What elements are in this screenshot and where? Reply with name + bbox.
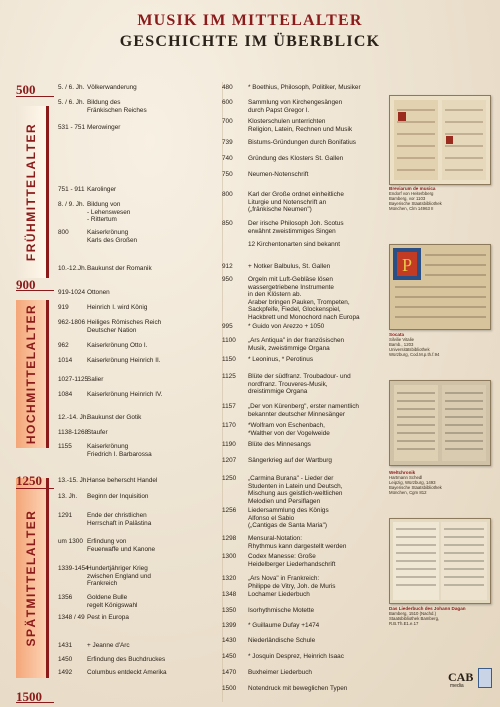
entry-date: 1157 <box>222 403 236 410</box>
entry-text: Salier <box>87 376 104 383</box>
entry-date: 480 <box>222 84 233 91</box>
music-entry <box>222 575 382 590</box>
entry-date: 13. Jh. <box>58 493 78 500</box>
entry-text: Codex Manesse: Große Heidelberger Liederhandschrift <box>248 553 336 568</box>
caption-title: Weltchronik <box>389 470 416 475</box>
entry-date: 1027-1125 <box>58 376 89 383</box>
music-entry <box>222 535 382 550</box>
entry-text: „Der von Kürenberg", erster namentlich bekannter deutscher Minnesänger <box>248 403 359 418</box>
music-entry <box>222 84 382 92</box>
entry-text: Niederländische Schule <box>248 637 316 644</box>
logo-text: CAB <box>448 670 474 684</box>
entry-date: 1431 <box>58 642 73 649</box>
entry-text: Columbus entdeckt Amerika <box>87 669 167 676</box>
entry-text: Heiliges Römisches Reich Deutscher Nation <box>87 319 162 334</box>
history-entry <box>58 342 218 350</box>
entry-text: Klosterschulen unterrichten Religion, Latein, Rechnen und Musik <box>248 118 353 133</box>
page-title: MUSIK IM MITTELALTER <box>137 12 363 29</box>
entry-text: * Guillaume Dufay +1474 <box>248 622 320 629</box>
entry-date: 750 <box>222 171 233 178</box>
logo-subtext: media <box>450 683 464 689</box>
caption-title: Das Liederbuch des Johann Dagan <box>389 606 466 611</box>
entry-text: Ende der christlichen Herrschaft in Palästina <box>87 512 152 527</box>
entry-date: 950 <box>222 276 233 283</box>
entry-date: 1256 <box>222 507 237 514</box>
caption-title: Socata <box>389 332 405 337</box>
entry-date: 800 <box>222 191 233 198</box>
entry-text: Sammlung von Kirchengesängen durch Papst Gregor I. <box>248 99 343 114</box>
entry-date: 1339-1454 <box>58 565 89 572</box>
music-entry <box>222 337 382 352</box>
history-entry <box>58 656 218 664</box>
music-entry <box>222 191 382 214</box>
history-entry <box>58 265 218 273</box>
caption-text: Bamberg, 1510 (Nachd.) Staatsbibliothek Bamberg, R.B.Th.E1.e.17 <box>389 611 440 626</box>
entry-text: Bistums-Gründungen durch Bonifatius <box>248 139 356 146</box>
entry-date: 1291 <box>58 512 73 519</box>
image-caption-2 <box>389 332 493 357</box>
music-entry <box>222 441 382 449</box>
history-entry <box>58 376 218 384</box>
entry-text: Pest in Europa <box>87 614 129 621</box>
entry-date: 962 <box>58 342 69 349</box>
music-entry <box>222 622 382 630</box>
caption-title: Breviarum de musica <box>389 186 436 191</box>
music-entry <box>222 553 382 568</box>
era-label: FRÜHMITTELALTER <box>24 122 38 262</box>
music-entry <box>222 607 382 615</box>
history-entry <box>58 289 218 297</box>
music-entry <box>222 356 382 364</box>
entry-text: Blüte des Minnesangs <box>248 441 311 448</box>
history-entry <box>58 357 218 365</box>
entry-text: Erfindung von Feuerwaffe und Kanone <box>87 538 156 553</box>
entry-text: „Ars Nova" in Frankreich: Philippe de Vitry, Joh. de Muris <box>248 575 336 590</box>
entry-date: 1350 <box>222 607 237 614</box>
entry-date: 1356 <box>58 594 73 601</box>
year-marker: 500 <box>16 82 36 97</box>
history-entry <box>58 512 218 527</box>
entry-text: Heinrich I. wird König <box>87 304 148 311</box>
music-entry <box>222 457 382 465</box>
music-entry <box>222 653 382 661</box>
history-entry <box>58 477 218 485</box>
entry-date: 919-1024 <box>58 289 86 296</box>
history-entry <box>58 429 218 437</box>
entry-text: Der irische Philosoph Joh. Scotus erwähnt zweistimmiges Singen <box>248 220 344 235</box>
music-entry <box>222 118 382 133</box>
entry-date: 700 <box>222 118 233 125</box>
entry-text: + Notker Balbulus, St. Gallen <box>248 263 331 270</box>
history-entry <box>58 538 218 553</box>
entry-date: 739 <box>222 139 233 146</box>
music-entry <box>222 220 382 235</box>
music-entry <box>222 669 382 677</box>
entry-date: 912 <box>222 263 233 270</box>
entry-text: * Josquin Desprez, Heinrich Isaac <box>248 653 344 660</box>
entry-text: Beginn der Inquisition <box>87 493 149 500</box>
history-entry <box>58 443 218 458</box>
entry-text: Bildung des Fränkischen Reiches <box>87 99 147 114</box>
entry-text: Baukunst der Gotik <box>87 414 142 421</box>
entry-text: * Boethius, Philosoph, Politiker, Musiker <box>248 84 361 91</box>
music-entry <box>222 171 382 179</box>
history-entry <box>58 229 218 244</box>
entry-text: Goldene Bulle regelt Königswahl <box>87 594 138 609</box>
music-entry <box>222 276 382 322</box>
publisher-logo <box>448 668 492 694</box>
entry-date: 1125 <box>222 373 236 380</box>
entry-date: 1348 <box>222 591 237 598</box>
entry-date: 1207 <box>222 457 237 464</box>
entry-date: 5. / 6. Jh. <box>58 84 85 91</box>
caption-text: Endorf von Heiterbberg Bamberg, vor 1103 Bayerische Staatsbibliothek München, Clm 14963 II <box>389 191 442 211</box>
entry-date: 1430 <box>222 637 237 644</box>
music-entry <box>222 241 382 249</box>
history-entry <box>58 201 218 224</box>
entry-date: 1348 / 49 <box>58 614 85 621</box>
music-entry <box>222 99 382 114</box>
entry-text: Kaiserkrönung Otto I. <box>87 342 148 349</box>
entry-text: Liedersammlung des Königs Alfonso el Sabio („Cantigas de Santa Maria") <box>248 507 329 530</box>
entry-text: Gründung des Klosters St. Gallen <box>248 155 344 162</box>
music-entry <box>222 403 382 418</box>
caption-text: Silvilie Vitalie Bamb., 1203 Universitätsbibliothek Würzburg, Cod.M.p.th.f.94 <box>389 337 440 357</box>
entry-text: Staufer <box>87 429 108 436</box>
era-band-fruehmittelalter <box>16 106 46 278</box>
music-entry <box>222 323 382 331</box>
page-subtitle: GESCHICHTE IM ÜBERBLICK <box>119 33 381 50</box>
entry-text: Orgeln mit Luft-Gebläse lösen wassergetriebene Instrumente in den Klöstern ab. Araber bringen Pauken, Trompeten, Sackpfeife, Fiedel, Glockenspiel, Hackbrett und Monochord nach Europa <box>248 276 360 321</box>
history-entry <box>58 186 218 194</box>
entry-text: Hundertjähriger Krieg zwischen England und Frankreich <box>87 565 151 588</box>
entry-text: Karl der Große ordnet einheitliche Liturgie und Notenschrift an („fränkische Neumen") <box>248 191 344 214</box>
entry-date: 1138-1268 <box>58 429 89 436</box>
entry-date: 919 <box>58 304 69 311</box>
entry-date: 1100 <box>222 337 236 344</box>
era-label: HOCHMITTELALTER <box>24 303 38 445</box>
entry-text: Erfindung des Buchdruckes <box>87 656 166 663</box>
entry-text: „Carmina Burana" - Lieder der Studenten in Latein und Deutsch, Mischung aus geistlich-weltlichen Melodien und Persiflagen <box>248 475 343 505</box>
entry-date: 1470 <box>222 669 237 676</box>
entry-text: Kaiserkrönung Karls des Großen <box>87 229 138 244</box>
entry-text: Lochamer Liederbuch <box>248 591 310 598</box>
music-entry <box>222 422 382 437</box>
entry-date: 751 - 911 <box>58 186 85 193</box>
entry-date: 1155 <box>58 443 72 450</box>
entry-text: „Ars Antiqua" in der französischen Musik, zweistimmige Organa <box>248 337 345 352</box>
history-entry <box>58 565 218 588</box>
history-entry <box>58 124 218 132</box>
entry-text: Sängerkrieg auf der Wartburg <box>248 457 332 464</box>
history-entry <box>58 99 218 114</box>
entry-date: 531 - 751 <box>58 124 86 131</box>
entry-text: Hanse beherscht Handel <box>87 477 158 484</box>
history-entry <box>58 642 218 650</box>
entry-date: 1084 <box>58 391 73 398</box>
entry-date: 1492 <box>58 669 73 676</box>
entry-date: 1298 <box>222 535 237 542</box>
history-entry <box>58 391 218 399</box>
entry-date: 1300 <box>222 553 237 560</box>
entry-text: * Leoninus, * Perotinus <box>248 356 314 363</box>
manuscript-image-4 <box>389 518 491 604</box>
history-entry <box>58 84 218 92</box>
logo-emblem-icon <box>478 668 492 688</box>
entry-date: 1150 <box>222 356 236 363</box>
manuscript-image-2 <box>389 244 491 330</box>
era-band-spaetmittelalter <box>16 478 46 678</box>
music-entry <box>222 685 382 693</box>
entry-date: 10.-12.Jh. <box>58 265 87 272</box>
entry-date <box>222 241 248 249</box>
music-entry <box>222 263 382 271</box>
entry-text: Baukunst der Romanik <box>87 265 152 272</box>
history-entry <box>58 594 218 609</box>
entry-date: 995 <box>222 323 233 330</box>
entry-date: 1450 <box>58 656 73 663</box>
entry-text: Kaiserkrönung Heinrich II. <box>87 357 161 364</box>
music-entry <box>222 139 382 147</box>
entry-date: 1014 <box>58 357 73 364</box>
svg-text:P: P <box>401 255 413 275</box>
entry-date: 1500 <box>222 685 237 692</box>
entry-text: Bildung von - Lehenswesen - Rittertum <box>87 201 131 224</box>
music-entry <box>222 507 382 530</box>
entry-date: 1170 <box>222 422 236 429</box>
image-caption-1 <box>389 186 493 211</box>
entry-date: 962-1806 <box>58 319 86 326</box>
history-entry <box>58 319 218 334</box>
era-band-hochmittelalter <box>16 300 46 448</box>
entry-text: Buxheimer Liederbuch <box>248 669 312 676</box>
caption-text: Hartmann Schedl Leipzig, Würzburg, 1493 Bayerische Staatsbibliothek München, Cgm 812 <box>389 475 442 495</box>
year-marker: 1250 <box>16 473 42 488</box>
music-entry <box>222 155 382 163</box>
entry-text: + Jeanne d'Arc <box>87 642 130 649</box>
era-label: SPÄTMITTELALTER <box>24 509 38 647</box>
music-entry <box>222 591 382 599</box>
entry-text: Mensural-Notation: Rhythmus kann dargestellt werden <box>248 535 347 550</box>
image-caption-4 <box>389 606 493 626</box>
music-entry <box>222 373 382 396</box>
entry-text: Notendruck mit beweglichen Typen <box>248 685 348 692</box>
history-entry <box>58 669 218 677</box>
entry-date: 8. / 9. Jh. <box>58 201 85 208</box>
entry-date: 800 <box>58 229 69 236</box>
entry-text: Merowinger <box>87 124 121 131</box>
entry-date: 1190 <box>222 441 236 448</box>
entry-text: Isorhythmische Motette <box>248 607 315 614</box>
entry-date: 1450 <box>222 653 237 660</box>
entry-date: 5. / 6. Jh. <box>58 99 85 106</box>
entry-text: 12 Kirchentonarten sind bekannt <box>248 241 341 248</box>
entry-text: Kaiserkrönung Heinrich IV. <box>87 391 163 398</box>
entry-date: 850 <box>222 220 233 227</box>
entry-date: 600 <box>222 99 233 106</box>
entry-date: 12.-14. Jh. <box>58 414 89 421</box>
entry-date: 1399 <box>222 622 237 629</box>
history-entry <box>58 304 218 312</box>
entry-text: Karolinger <box>87 186 117 193</box>
manuscript-image-1 <box>389 95 491 185</box>
music-entry <box>222 475 382 505</box>
entry-date: 740 <box>222 155 233 162</box>
history-entry <box>58 493 218 501</box>
entry-text: Völkerwanderung <box>87 84 137 91</box>
history-entry <box>58 614 218 622</box>
history-entry <box>58 414 218 422</box>
entry-date: 13.-15. Jh. <box>58 477 89 484</box>
entry-text: Neumen-Notenschrift <box>248 171 309 178</box>
manuscript-image-3 <box>389 380 491 466</box>
entry-date: 1320 <box>222 575 237 582</box>
entry-text: *Wolfram von Eschenbach, *Walther von der Vogelweide <box>248 422 330 437</box>
entry-text: Kaiserkrönung Friedrich I. Barbarossa <box>87 443 152 458</box>
entry-text: * Guido von Arezzo + 1050 <box>248 323 325 330</box>
entry-text: Ottonen <box>87 289 110 296</box>
entry-text: Blüte der südfranz. Troubadour- und nordfranz. Trouveres-Musik, dreistimmige Organa <box>248 373 351 396</box>
music-entry <box>222 637 382 645</box>
year-marker: 900 <box>16 277 36 292</box>
entry-date: um 1300 <box>58 538 83 545</box>
entry-date: 1250 <box>222 475 237 482</box>
image-caption-3 <box>389 470 493 495</box>
year-marker: 1500 <box>16 689 42 704</box>
